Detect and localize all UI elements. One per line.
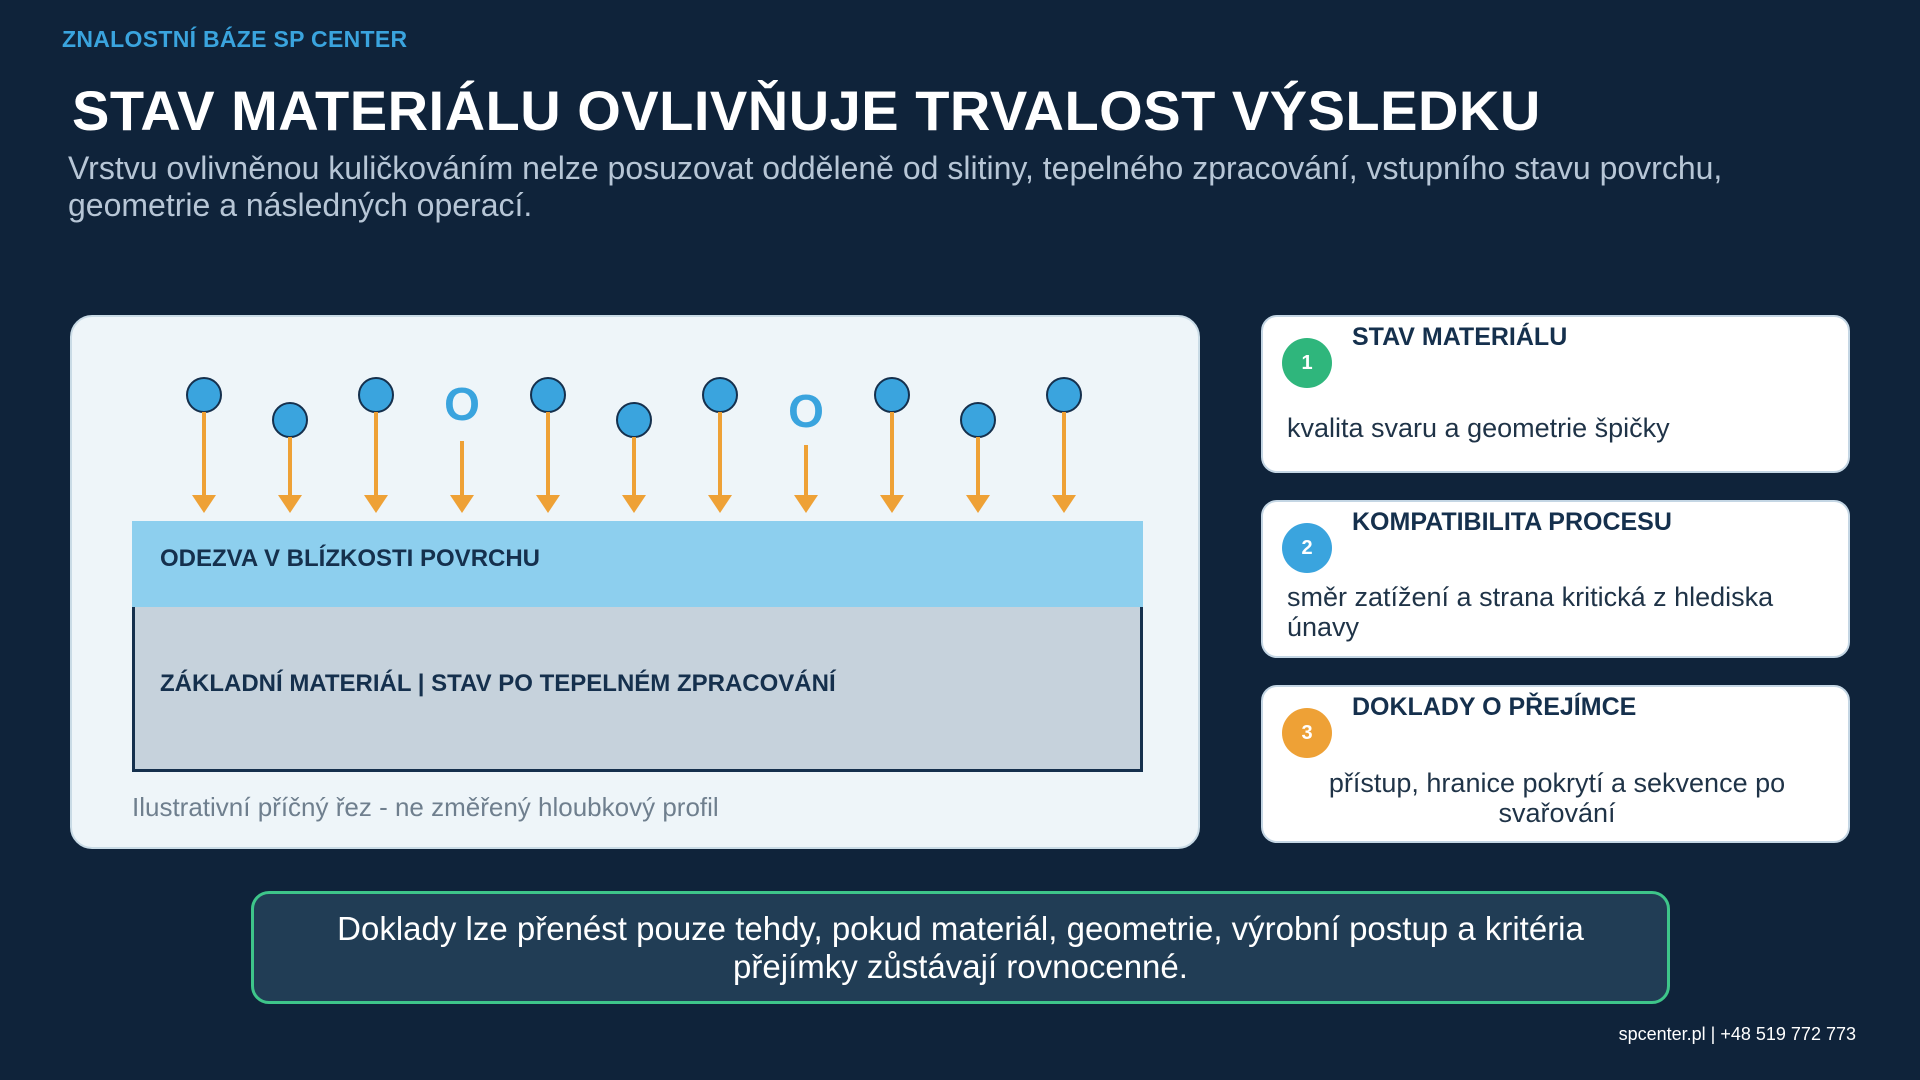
step-badge: 1 — [1282, 338, 1332, 388]
near-surface-layer — [132, 521, 1143, 607]
shot-particle — [703, 378, 737, 513]
shot-particle — [187, 378, 221, 513]
info-card-process-compatibility — [1261, 500, 1850, 658]
shot-particle — [875, 378, 909, 513]
near-surface-layer-label: ODEZVA V BLÍZKOSTI POVRCHU — [160, 545, 541, 572]
shot-particle — [1047, 378, 1081, 513]
card-title: DOKLADY O PŘEJÍMCE — [1352, 693, 1637, 721]
base-material-layer-label: ZÁKLADNÍ MATERIÁL | STAV PO TEPELNÉM ZPRACOVÁNÍ — [160, 670, 836, 697]
shot-glyph: O — [444, 378, 480, 430]
step-badge: 3 — [1282, 708, 1332, 758]
kicker-label: ZNALOSTNÍ BÁZE SP CENTER — [62, 26, 408, 52]
diagram-caption: Ilustrativní příčný řez - ne změřený hloubkový profil — [132, 792, 719, 822]
card-title: KOMPATIBILITA PROCESU — [1352, 508, 1672, 536]
shot-particle — [531, 378, 565, 513]
info-card-acceptance-evidence — [1261, 685, 1850, 843]
info-card-material-state — [1261, 315, 1850, 473]
shot-particle — [444, 378, 480, 513]
step-badge: 2 — [1282, 523, 1332, 573]
shot-particle — [961, 403, 995, 513]
footer-contact: spcenter.pl | +48 519 772 773 — [1618, 1024, 1856, 1044]
callout-text: Doklady lze přenést pouze tehdy, pokud materiál, geometrie, výrobní postup a kritéria přejímky zůstávají rovnocenné. — [337, 909, 1584, 985]
card-text: kvalita svaru a geometrie špičky — [1287, 413, 1670, 443]
shot-particle — [617, 403, 651, 513]
shot-glyph: O — [788, 385, 824, 437]
shot-particle — [359, 378, 393, 513]
page-subtitle: Vrstvu ovlivněnou kuličkováním nelze posuzovat odděleně od slitiny, tepelného zpracování, vstupního stavu povrchu, geometrie a následných operací. — [68, 150, 1723, 223]
key-takeaway-callout — [251, 891, 1670, 1004]
cross-section-diagram — [70, 315, 1200, 849]
shot-particle — [788, 385, 824, 513]
card-text: směr zatížení a strana kritická z hlediska únavy — [1287, 582, 1774, 642]
shot-particle — [273, 403, 307, 513]
base-material-layer — [132, 607, 1143, 772]
card-title: STAV MATERIÁLU — [1352, 323, 1568, 351]
card-text: přístup, hranice pokrytí a sekvence po svařování — [1328, 768, 1786, 828]
page-title: STAV MATERIÁLU OVLIVŇUJE TRVALOST VÝSLEDKU — [72, 79, 1541, 142]
